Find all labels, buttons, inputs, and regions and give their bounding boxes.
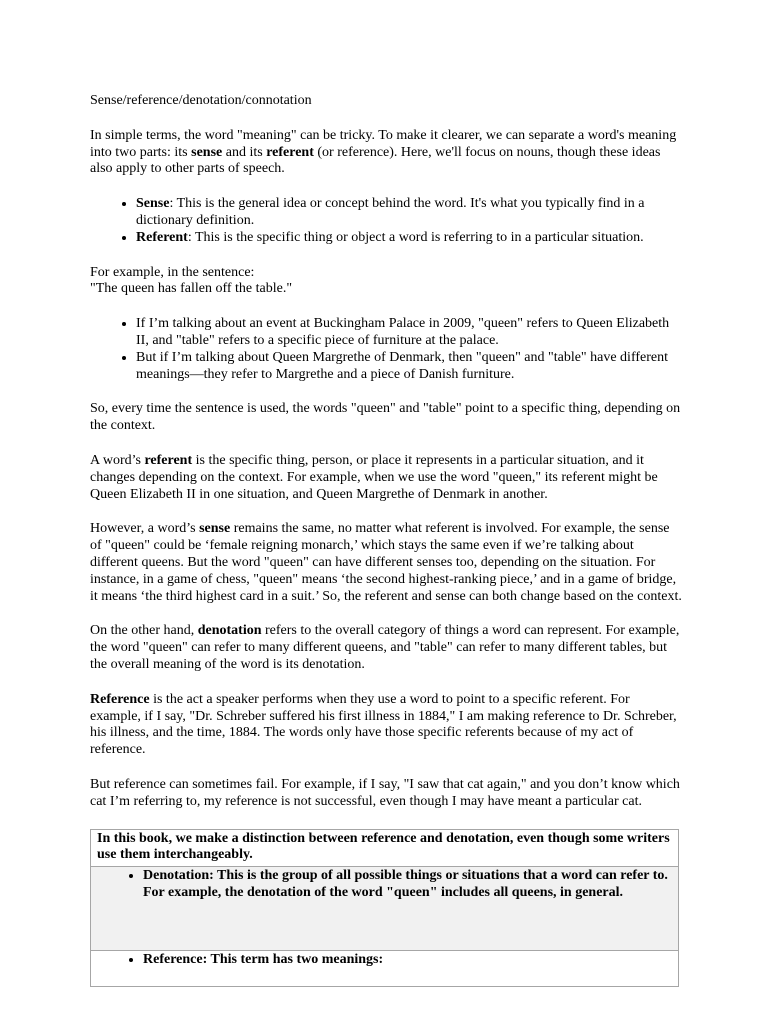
- list-item: • If I’m talking about an event at Buckingham Palace in 2009, "queen" refers to Queen Elizabeth II, and "table" refers to a specific piece of furniture at the palace.: [136, 316, 682, 350]
- list-item: • Sense: This is the general idea or concept behind the word. It's what you typically find in a dictionary definition.: [136, 196, 682, 230]
- list-item: • But if I’m talking about Queen Margrethe of Denmark, then "queen" and "table" have different meanings—they refer to Margrethe and a piece of Danish furniture.: [136, 350, 682, 384]
- intro-paragraph: In simple terms, the word "meaning" can be tricky. To make it clearer, we can separate a word's meaning into two parts: its sense and its referent (or reference). Here, we'll focus on nouns, though these ideas also apply to other parts of speech.: [90, 127, 677, 177]
- definitions-list: [90, 196, 682, 246]
- reference-paragraph: Reference is the act a speaker performs when they use a word to point to a specific referent. For example, if I say, "Dr. Schreber suffered his first illness in 1884," I am making reference to Dr. Schreber, his illness, and the time, 1884. The words only have those specific referents because of my act of reference.: [90, 691, 677, 758]
- table-row: [91, 867, 678, 951]
- table-header: In this book, we make a distinction between reference and denotation, even though some writers use them interchangeably.: [91, 830, 678, 868]
- list-item: • Denotation: This is the group of all possible things or situations that a word can refer to. For example, the denotation of the word "queen" includes all queens, in general.: [143, 868, 678, 902]
- context-paragraph: So, every time the sentence is used, the words "queen" and "table" point to a specific thing, depending on the context.: [90, 401, 681, 434]
- failure-paragraph: But reference can sometimes fail. For example, if I say, "I saw that cat again," and you don’t know which cat I’m referring to, my reference is not successful, even though I may have meant a particular cat.: [90, 776, 680, 809]
- example-paragraph: For example, in the sentence: "The queen has fallen off the table.": [90, 264, 293, 297]
- denotation-paragraph: On the other hand, denotation refers to the overall category of things a word can represent. For example, the word "queen" can refer to many different queens, and "table" can refer to many different tables, but the overall meaning of the word is its denotation.: [90, 623, 680, 672]
- distinction-table: [90, 829, 679, 988]
- list-item: • Reference: This term has two meanings:: [143, 952, 678, 969]
- table-row: [91, 951, 678, 986]
- page-title: Sense/reference/denotation/connotation: [90, 93, 312, 108]
- list-item: • Referent: This is the specific thing or object a word is referring to in a particular situation.: [136, 230, 682, 247]
- example-list: [90, 316, 682, 383]
- document-body: [90, 93, 682, 987]
- sense-paragraph: However, a word’s sense remains the same, no matter what referent is involved. For example, the sense of "queen" could be ‘female reigning monarch,’ which stays the same even if we’re talking about different queens. But the word "queen" can have different senses too, depending on the situation. For instance, in a game of chess, "queen" means ‘the second highest-ranking piece,’ and in a game of bridge, it means ‘the third highest card in a suit.’ So, the referent and sense can both change based on the context.: [90, 521, 682, 604]
- referent-paragraph: A word’s referent is the specific thing, person, or place it represents in a particular situation, and it changes depending on the context. For example, when we use the word "queen," its referent might be Queen Elizabeth II in one situation, and Queen Margrethe of Denmark in another.: [90, 452, 658, 502]
